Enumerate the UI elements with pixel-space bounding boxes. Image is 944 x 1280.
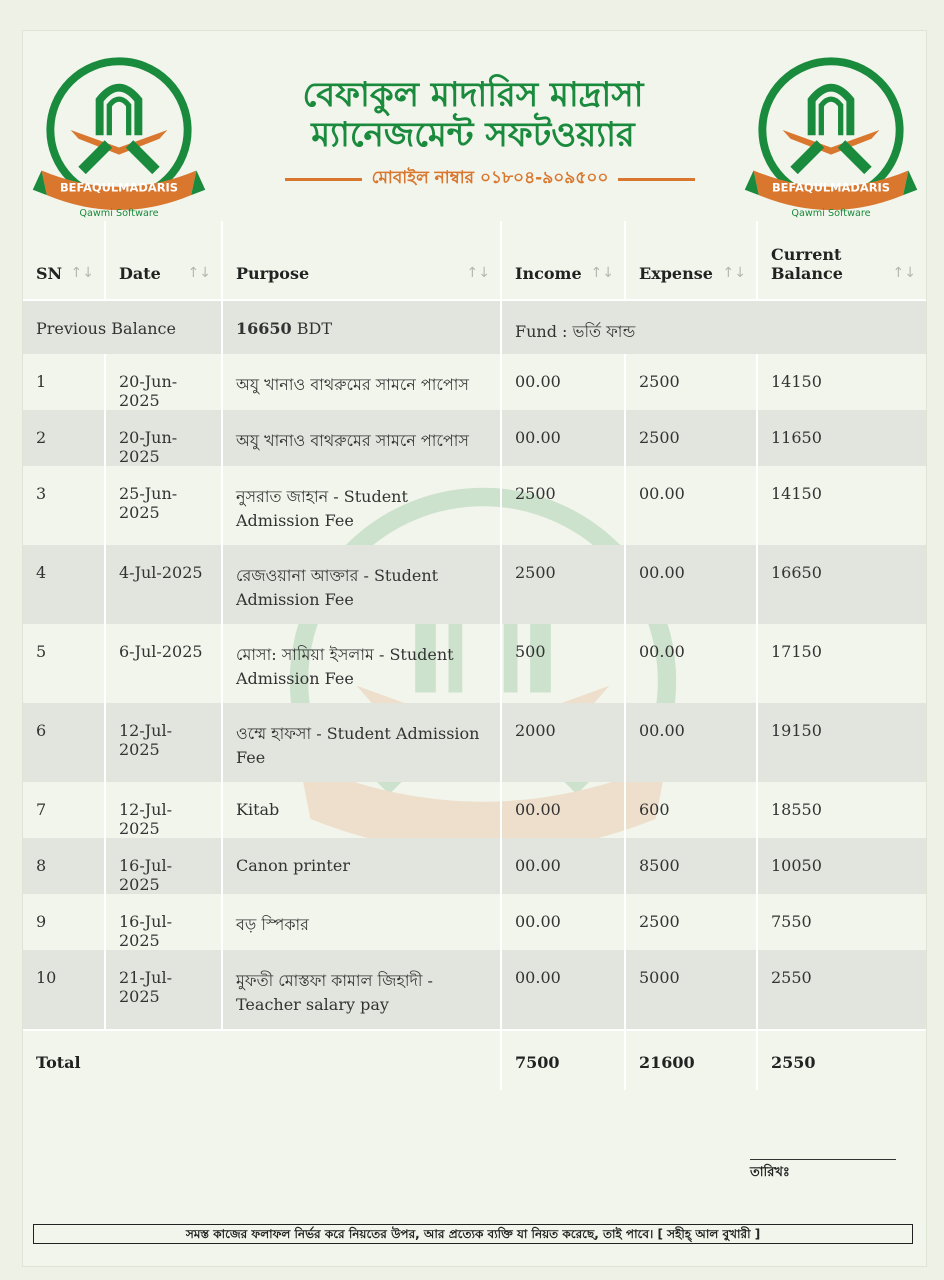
- madrasa-logo-icon: [31, 49, 207, 225]
- cell-balance: 10050: [757, 838, 926, 894]
- cell-date: 6-Jul-2025: [105, 624, 222, 703]
- cell-sn: 4: [23, 545, 105, 624]
- sort-icon[interactable]: ↑↓: [892, 265, 916, 281]
- mobile-row: [285, 167, 695, 191]
- footer-quote: সমস্ত কাজের ফলাফল নির্ভর করে নিয়তের উপর, আর প্রত্যেক ব্যক্তি যা নিয়ত করেছে, তাই পাবে। [ সহীহ্ আল বুখারী ]: [33, 1224, 913, 1244]
- cell-expense: 00.00: [625, 545, 757, 624]
- cell-purpose: অযু খানাও বাথরুমের সামনে পাপোস: [222, 410, 501, 466]
- sort-icon[interactable]: ↑↓: [466, 265, 490, 281]
- cell-expense: 8500: [625, 838, 757, 894]
- sort-icon[interactable]: ↑↓: [70, 265, 94, 281]
- cell-balance: 17150: [771, 642, 822, 661]
- report-page: [22, 30, 927, 1267]
- date-label: তারিখঃ: [750, 1165, 790, 1180]
- previous-balance-label: Previous Balance: [23, 300, 222, 354]
- page-title: [213, 75, 733, 155]
- cell-date: 16-Jul-2025: [105, 838, 222, 894]
- table-row: [23, 838, 926, 894]
- cell-date: 20-Jun-2025: [105, 410, 222, 466]
- cell-expense: 2500: [625, 410, 757, 466]
- total-income: 7500: [501, 1030, 625, 1090]
- total-label: Total: [23, 1030, 501, 1090]
- cell-date: 12-Jul-2025: [105, 703, 222, 782]
- cell-date: 16-Jul-2025: [105, 894, 222, 950]
- column-header-purpose[interactable]: Purpose ↑↓: [222, 221, 501, 300]
- total-balance: 2550: [757, 1030, 926, 1090]
- title-line-1: বেফাকুল মাদারিস মাদ্রাসা: [302, 75, 644, 115]
- column-header-expense[interactable]: Expense ↑↓: [625, 221, 757, 300]
- cell-sn: 6: [23, 703, 105, 782]
- cell-balance: 14150: [771, 372, 822, 391]
- mobile-number: মোবাইল নাম্বার ০১৮০৪-৯০৯৫০০: [371, 168, 609, 188]
- table-row: [23, 782, 926, 838]
- table-header-row: [23, 221, 926, 300]
- table-row: [23, 950, 926, 1030]
- cell-income: 00.00: [501, 950, 625, 1030]
- signature-line: [750, 1159, 896, 1160]
- column-header-date[interactable]: Date ↑↓: [105, 221, 222, 300]
- cell-balance: 7550: [771, 912, 812, 931]
- cell-purpose: Canon printer: [222, 838, 501, 894]
- cell-income: 500: [501, 624, 625, 703]
- previous-balance-amount: 16650 BDT: [222, 300, 501, 354]
- sort-icon[interactable]: ↑↓: [187, 265, 211, 281]
- total-row: [23, 1030, 926, 1090]
- column-header-balance[interactable]: Current Balance ↑↓: [757, 221, 926, 300]
- cell-balance: 19150: [757, 703, 926, 782]
- cell-purpose: রেজওয়ানা আক্তার - Student Admission Fee: [222, 545, 501, 624]
- column-header-sn[interactable]: SN ↑↓: [23, 221, 105, 300]
- cell-income: 2500: [501, 466, 625, 545]
- cell-date: 21-Jul-2025: [105, 950, 222, 1030]
- cell-expense: 600: [625, 782, 757, 838]
- cell-date: 25-Jun-2025: [105, 466, 222, 545]
- cell-income: 2500: [501, 545, 625, 624]
- cell-purpose: মোসা: সামিয়া ইসলাম - Student Admission Fee: [222, 624, 501, 703]
- total-expense: 21600: [625, 1030, 757, 1090]
- sort-icon[interactable]: ↑↓: [590, 265, 614, 281]
- previous-balance-row: [23, 300, 926, 354]
- fund-label: Fund : ভর্তি ফান্ড: [501, 300, 926, 354]
- cell-date: 20-Jun-2025: [105, 354, 222, 410]
- cell-expense: 00.00: [625, 466, 757, 545]
- cell-balance: 16650: [757, 545, 926, 624]
- table-row: [23, 545, 926, 624]
- svg-text:BEFAQULMADARIS: BEFAQULMADARIS: [59, 180, 179, 195]
- divider: [618, 178, 695, 181]
- svg-text:BEFAQULMADARIS: BEFAQULMADARIS: [771, 180, 891, 195]
- cell-balance: 2550: [757, 950, 926, 1030]
- cell-expense: 00.00: [625, 624, 757, 703]
- cell-income: 2000: [501, 703, 625, 782]
- cell-sn: 9: [23, 894, 105, 950]
- svg-text:Qawmi Software: Qawmi Software: [79, 208, 159, 220]
- table-row: [23, 703, 926, 782]
- cell-sn: 10: [23, 950, 105, 1030]
- cell-purpose: ওম্মে হাফসা - Student Admission Fee: [222, 703, 501, 782]
- cell-purpose: Kitab: [222, 782, 501, 838]
- table-row: [23, 354, 926, 410]
- title-line-2: ম্যানেজমেন্ট সফটওয়্যার: [311, 115, 635, 155]
- cell-purpose: মুফতী মোস্তফা কামাল জিহাদী - Teacher salary pay: [222, 950, 501, 1030]
- cell-expense: 2500: [625, 354, 757, 410]
- table-row: [23, 894, 926, 950]
- cell-sn: 7: [23, 782, 105, 838]
- cell-income: 00.00: [501, 782, 625, 838]
- sort-icon[interactable]: ↑↓: [722, 265, 746, 281]
- table-row: [23, 624, 926, 703]
- cell-balance: 14150: [771, 484, 822, 503]
- cell-purpose: অযু খানাও বাথরুমের সামনে পাপোস: [222, 354, 501, 410]
- cell-sn: 1: [23, 354, 105, 410]
- cell-income: 00.00: [501, 410, 625, 466]
- column-header-income[interactable]: Income ↑↓: [501, 221, 625, 300]
- cell-balance: 11650: [757, 410, 926, 466]
- report-header: [23, 31, 926, 221]
- cell-expense: 2500: [625, 894, 757, 950]
- cell-balance: 18550: [771, 800, 822, 819]
- madrasa-logo-icon: [743, 49, 919, 225]
- cell-sn: 8: [23, 838, 105, 894]
- table-row: [23, 466, 926, 545]
- table-row: [23, 410, 926, 466]
- ledger-table: [23, 221, 926, 1090]
- svg-text:Qawmi Software: Qawmi Software: [791, 208, 871, 220]
- cell-income: 00.00: [501, 354, 625, 410]
- cell-sn: 5: [23, 624, 105, 703]
- cell-expense: 5000: [625, 950, 757, 1030]
- cell-purpose: বড় স্পিকার: [222, 894, 501, 950]
- cell-purpose: নুসরাত জাহান - Student Admission Fee: [222, 466, 501, 545]
- cell-income: 00.00: [501, 894, 625, 950]
- cell-sn: 2: [23, 410, 105, 466]
- cell-income: 00.00: [501, 838, 625, 894]
- divider: [285, 178, 362, 181]
- cell-sn: 3: [23, 466, 105, 545]
- cell-date: 4-Jul-2025: [105, 545, 222, 624]
- cell-date: 12-Jul-2025: [105, 782, 222, 838]
- cell-expense: 00.00: [625, 703, 757, 782]
